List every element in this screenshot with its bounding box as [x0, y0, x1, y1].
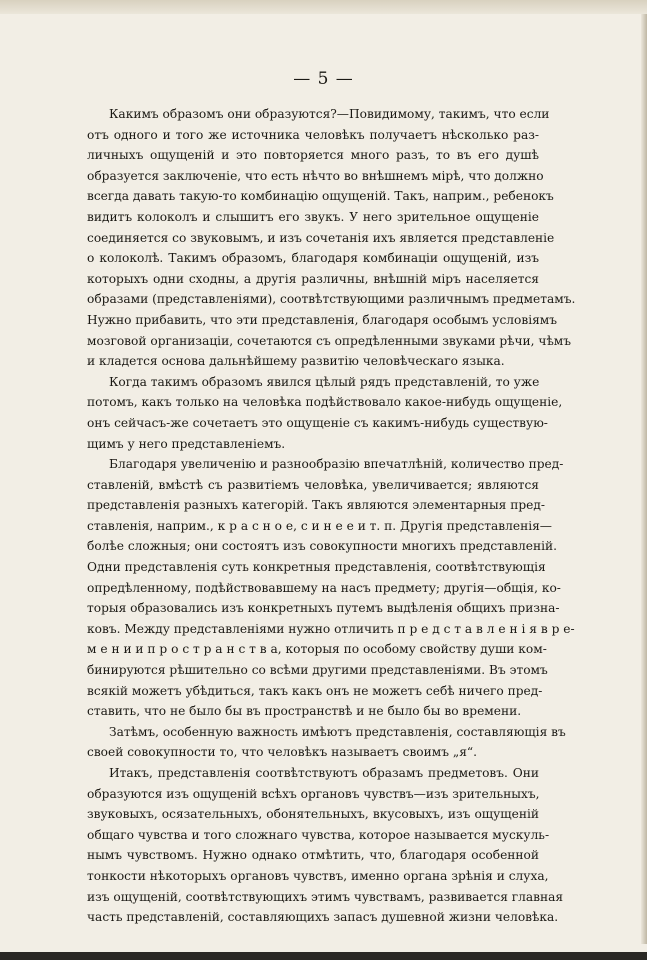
text-line: Благодаря увеличенію и разнообразію впечатлѣній, количество пред- — [109, 457, 564, 472]
text-line: соединяется со звуковымъ, и изъ сочетанія ихъ является представленіе — [87, 230, 555, 245]
text-line: звуковыхъ, осязательныхъ, обонятельныхъ, вкусовыхъ, изъ ощущеній — [87, 807, 539, 822]
text-line: образуются изъ ощущеній всѣхъ органовъ чувствъ—изъ зрительныхъ, — [87, 786, 540, 801]
text-line: опредѣленному, подѣйствовавшему на насъ предмету; другія—общія, ко- — [87, 580, 561, 595]
text-line: своей совокупности то, что человѣкъ называетъ своимъ „я“. — [87, 745, 477, 760]
text-line: Когда такимъ образомъ явился цѣлый рядъ представленій, то уже — [109, 374, 540, 389]
text-line: мозговой организаціи, сочетаются съ опредѣленными звуками рѣчи, чѣмъ — [87, 333, 572, 348]
text-line: Итакъ, представленія соотвѣтствуютъ образамъ предметовъ. Они — [109, 766, 539, 780]
text-line: болѣе сложныя; они состоятъ изъ совокупности многихъ представленій. — [87, 539, 558, 554]
text-line: ставленій, вмѣстѣ съ развитіемъ человѣка, увеличивается; являются — [87, 477, 539, 492]
text-line: образуется заключеніе, что есть нѣчто во внѣшнемъ мірѣ, что должно — [87, 168, 544, 183]
text-line: личныхъ ощущеній и это повторяется много разъ, то въ его душѣ — [87, 148, 539, 163]
text-line: общаго чувства и того сложнаго чувства, которое называется мускуль- — [87, 827, 550, 842]
text-line: щимъ у него представленіемъ. — [87, 436, 286, 451]
text-line: потомъ, какъ только на человѣка подѣйствовало какое-нибудь ощущеніе, — [87, 395, 563, 410]
text-line: всякій можетъ убѣдиться, такъ какъ онъ не можетъ себѣ ничего пред- — [87, 683, 543, 698]
text-line: м е н и и п р о с т р а н с т в а, которыя по особому свойству души ком- — [87, 642, 547, 657]
text-line: нымъ чувствомъ. Нужно однако отмѣтить, что, благодаря особенной — [87, 848, 539, 863]
text-line: отъ одного и того же источника человѣкъ получаетъ нѣсколько раз- — [87, 127, 539, 142]
text-line: и кладется основа дальнѣйшему развитію человѣческаго языка. — [87, 354, 505, 369]
text-line: Нужно прибавить, что эти представленія, благодаря особымъ условіямъ — [87, 312, 558, 327]
text-line: о колоколѣ. Такимъ образомъ, благодаря комбинаціи ощущеній, изъ — [87, 251, 539, 266]
page-right-edge — [641, 14, 647, 944]
text-line: ставить, что не было бы въ пространствѣ и не было бы во времени. — [87, 704, 522, 719]
text-line: Какимъ образомъ они образуются?—Повидимому, такимъ, что если — [109, 107, 550, 121]
text-line: ковъ. Между представленіями нужно отличить п р е д с т а в л е н і я в р е- — [87, 621, 575, 636]
scan-bottom-edge — [0, 952, 647, 960]
text-line: Одни представленія суть конкретныя представленія, соотвѣтствующія — [87, 560, 546, 575]
text-line: всегда давать такую-то комбинацію ощущеній. Такъ, наприм., ребенокъ — [87, 189, 554, 204]
text-line: которыхъ одни сходны, а другія различны, внѣшній міръ населяется — [87, 271, 539, 286]
text-line: тонкости нѣкоторыхъ органовъ чувствъ, именно органа зрѣнія и слуха, — [87, 868, 549, 883]
text-line: онъ сейчасъ-же сочетаетъ это ощущеніе съ какимъ-нибудь существую- — [87, 415, 548, 430]
scan-top-edge — [0, 0, 647, 14]
page-number: — 5 — — [293, 69, 354, 89]
text-line: видитъ колоколъ и слышитъ его звукъ. У него зрительное ощущеніе — [87, 209, 539, 224]
text-line: изъ ощущеній, соотвѣтствующихъ этимъ чувствамъ, развивается главная — [87, 889, 564, 904]
text-line: бинируются рѣшительно со всѣми другими представленіями. Въ этомъ — [87, 663, 548, 678]
text-line: образами (представленіями), соотвѣтствующими различнымъ предметамъ. — [87, 292, 576, 307]
text-line: торыя образовались изъ конкретныхъ путемъ выдѣленія общихъ призна- — [87, 601, 560, 616]
text-line: часть представленій, составляющихъ запасъ душевной жизни человѣка. — [87, 910, 559, 925]
text-line: представленія разныхъ категорій. Такъ являются элементарныя пред- — [87, 498, 545, 513]
text-line: ставленія, наприм., к р а с н о е, с и н е е и т. п. Другія представленія— — [87, 518, 552, 533]
text-line: Затѣмъ, особенную важность имѣютъ представленія, составляющія въ — [109, 724, 566, 739]
body-text — [87, 104, 576, 928]
